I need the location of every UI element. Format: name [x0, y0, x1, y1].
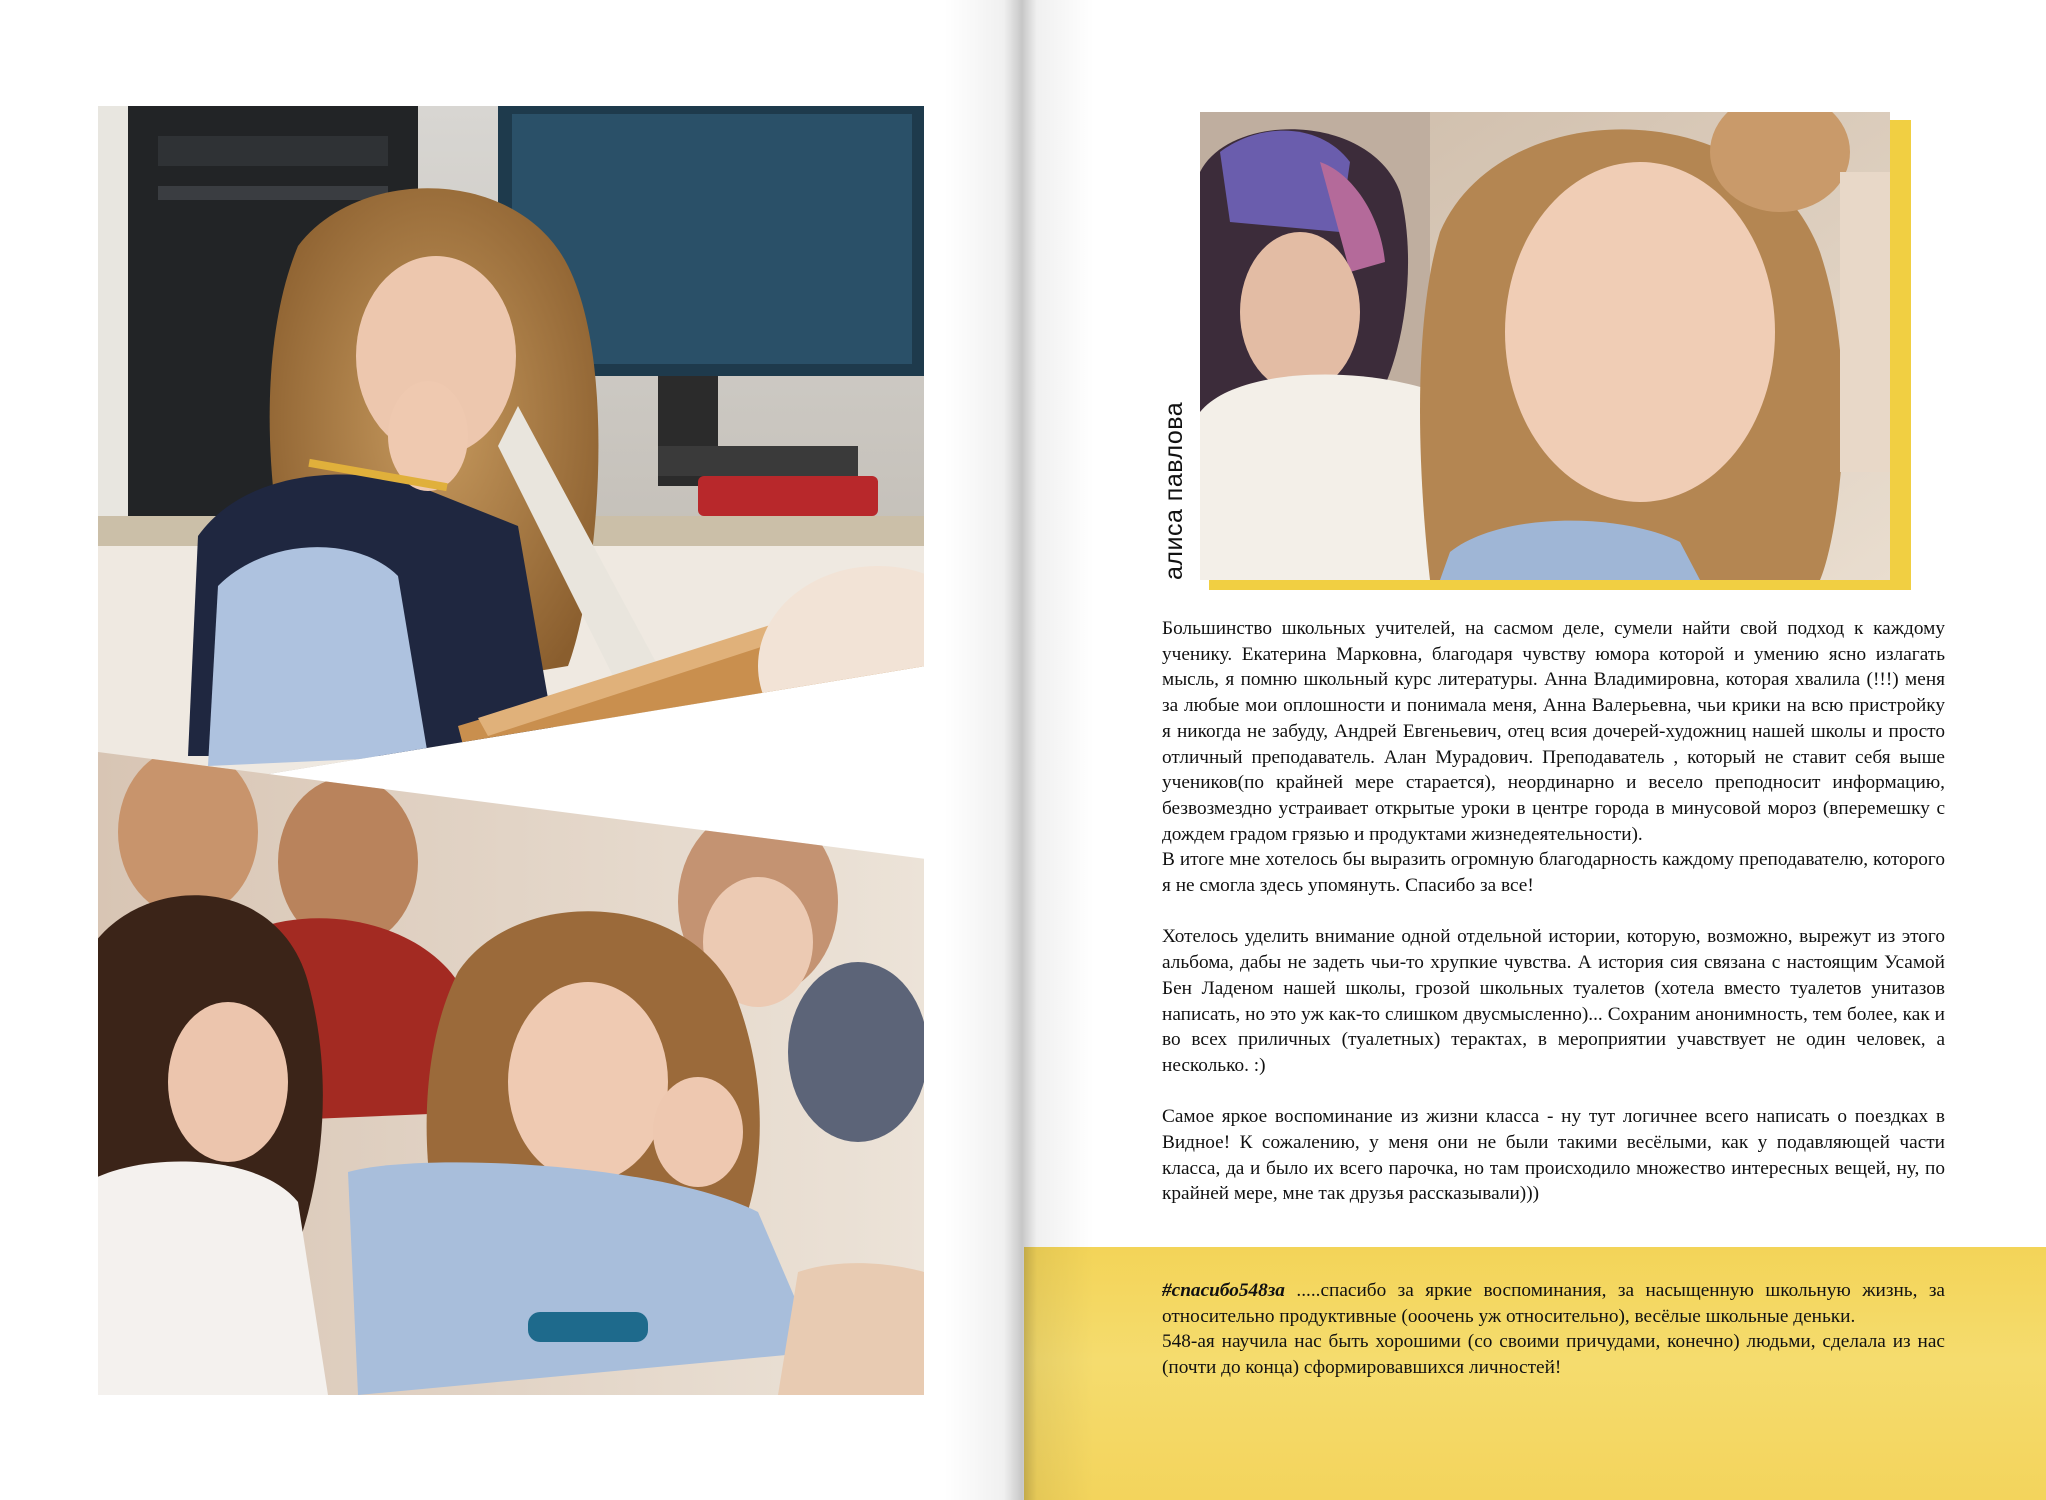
paragraph-gratitude: В итоге мне хотелось бы выразить огромную благодарность каждому преподавателю, которого я не смогла здесь упомянуть. Спасибо за все!	[1162, 849, 1945, 897]
photo-girls-in-classroom	[98, 752, 924, 1395]
thanks-text-block	[1162, 1278, 1945, 1381]
thanks-line-1-text: .....спасибо за яркие воспоминания, за насыщенную школьную жизнь, за относительно продуктивные (ооочень уж относительно), весёлые школьные деньки.	[1162, 1280, 1945, 1327]
paragraph-memory: Самое яркое воспоминание из жизни класса - ну тут логичнее всего написать о поездках в Видное! К сожалению, у меня они не были такими весёлыми, как у подавляющей части класса, да и было их всего парочка, но там происходило множество интересных вещей, ну, по крайней мере, мне так друзья рассказывали)))	[1162, 1106, 1945, 1205]
portrait-photo-alisa-pavlova	[1200, 112, 1890, 580]
student-name-vertical-label: алиса павлова	[1160, 401, 1188, 580]
paragraph-story: Хотелось уделить внимание одной отдельной истории, которую, возможно, вырежут из этого альбома, дабы не задеть чьи-то хрупкие чувства. А история сия связана с настоящим Усамой Бен Ладеном нашей школы, грозой школьных туалетов (хотела вместо туалетов унитазов написать, но это уж как-то слишком двусмысленно)... Сохраним анонимность, тем более, как и во всех приличных (туалетных) терактах, в мероприятии учавствует не один человек, а несколько. :)	[1162, 926, 1945, 1076]
book-gutter-shadow	[944, 0, 1094, 1500]
main-text-block	[1162, 616, 1945, 1207]
thanks-line-1	[1162, 1278, 1945, 1329]
paragraph-teachers: Большинство школьных учителей, на сасмом деле, сумели найти свой подход к каждому ученику. Екатерина Марковна, благодаря чувству юмора которой и умению ясно излагать мысль, я помню школьный курс литературы. Анна Владимировна, которая хвалила (!!!) меня за любые мои оплошности и понимала меня, Анна Валерьевна, чьи крики на всю пристройку я никогда не забуду, Андрей Евгеньевич, отец всия дочерей-художниц нашей школы и просто отличный преподаватель. Алан Мурадович. Преподаватель , который не ставит себя выше учеников(по крайней мере старается), неординарно и весело преподносит информацию, безвозмездно устраивает открытые уроки в центре города в минусовой мороз (вперемешку с дождем градом грязью и продуктами жизнедеятельности).	[1162, 618, 1945, 845]
thanks-line-2: 548-ая научила нас быть хорошими (со своими причудами, конечно) людьми, сделала из нас (почти до конца) сформировавшихся личностей!	[1162, 1331, 1945, 1379]
hashtag: #спасибо548за	[1162, 1280, 1285, 1301]
